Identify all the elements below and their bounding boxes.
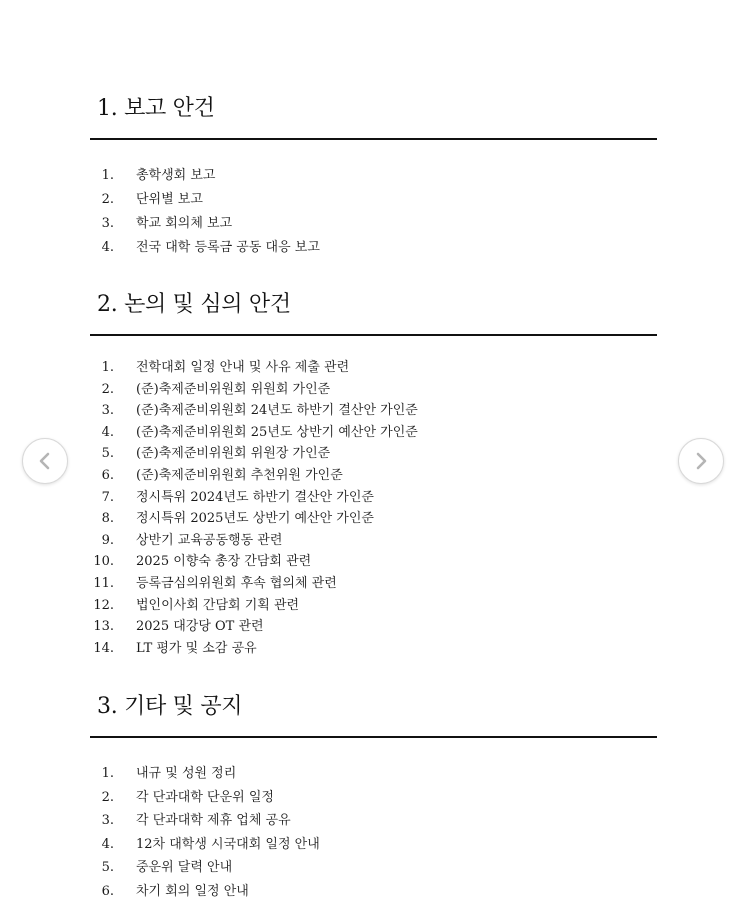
list-item bbox=[90, 357, 657, 379]
item-text: (준)축제준비위원회 24년도 하반기 결산안 가인준 bbox=[136, 403, 418, 419]
list-item bbox=[90, 164, 657, 188]
item-text: 각 단과대학 제휴 업체 공유 bbox=[136, 813, 291, 829]
item-number: 13. bbox=[93, 619, 114, 635]
item-text: 법인이사회 간담회 기획 관련 bbox=[136, 597, 300, 613]
item-number: 7. bbox=[101, 489, 114, 505]
item-number: 5. bbox=[101, 860, 114, 876]
item-text: 총학생회 보고 bbox=[136, 168, 216, 183]
item-number: 5. bbox=[101, 446, 114, 462]
item-number: 12. bbox=[93, 597, 114, 613]
list-item bbox=[90, 880, 657, 904]
section-divider bbox=[90, 736, 657, 738]
item-text: 학교 회의체 보고 bbox=[136, 216, 233, 231]
list-item bbox=[90, 530, 657, 552]
section-discussion-agenda bbox=[90, 290, 657, 659]
item-text: 전국 대학 등록금 공동 대응 보고 bbox=[136, 240, 320, 255]
chevron-left-icon bbox=[35, 451, 55, 471]
list-item bbox=[90, 551, 657, 573]
item-text: 2025 이향숙 총장 간담회 관련 bbox=[136, 554, 312, 570]
item-number: 14. bbox=[93, 640, 114, 656]
item-number: 2. bbox=[101, 192, 114, 207]
item-text: (준)축제준비위원회 위원회 가인준 bbox=[136, 381, 331, 397]
item-number: 6. bbox=[101, 467, 114, 483]
list-item bbox=[90, 508, 657, 530]
item-number: 11. bbox=[93, 575, 114, 591]
list-item bbox=[90, 762, 657, 786]
item-text: 중운위 달력 안내 bbox=[136, 860, 233, 876]
discussion-agenda-list bbox=[90, 357, 657, 659]
item-number: 4. bbox=[101, 836, 114, 852]
item-number: 1. bbox=[101, 360, 114, 375]
list-item bbox=[90, 638, 657, 660]
list-item bbox=[90, 379, 657, 401]
previous-page-button[interactable] bbox=[22, 438, 68, 484]
item-number: 1. bbox=[101, 766, 114, 781]
item-number: 1. bbox=[101, 168, 114, 183]
item-number: 6. bbox=[101, 883, 114, 899]
item-text: (준)축제준비위원회 추천위원 가인준 bbox=[136, 467, 343, 483]
item-text: 단위별 보고 bbox=[136, 192, 203, 207]
item-text: 전학대회 일정 안내 및 사유 제출 관련 bbox=[136, 360, 350, 375]
item-text: 내규 및 성원 정리 bbox=[136, 766, 237, 781]
list-item bbox=[90, 465, 657, 487]
list-item bbox=[90, 236, 657, 260]
list-item bbox=[90, 400, 657, 422]
item-number: 9. bbox=[101, 532, 114, 548]
item-text: (준)축제준비위원회 위원장 가인준 bbox=[136, 446, 331, 462]
item-text: (준)축제준비위원회 25년도 상반기 예산안 가인준 bbox=[136, 424, 418, 440]
item-text: LT 평가 및 소감 공유 bbox=[136, 640, 257, 656]
section-title: 2. 논의 및 심의 안건 bbox=[97, 292, 291, 317]
list-item bbox=[90, 833, 657, 857]
list-item bbox=[90, 786, 657, 810]
section-divider bbox=[90, 138, 657, 140]
item-number: 8. bbox=[101, 511, 114, 527]
item-text: 정시특위 2024년도 하반기 결산안 가인준 bbox=[136, 489, 374, 505]
list-item bbox=[90, 422, 657, 444]
section-title: 1. 보고 안건 bbox=[97, 96, 215, 121]
section-misc-notices bbox=[90, 692, 657, 904]
item-number: 2. bbox=[101, 381, 114, 397]
item-text: 각 단과대학 단운위 일정 bbox=[136, 789, 274, 805]
section-divider bbox=[90, 334, 657, 336]
list-item bbox=[90, 616, 657, 638]
item-number: 4. bbox=[101, 240, 114, 255]
item-text: 정시특위 2025년도 상반기 예산안 가인준 bbox=[136, 511, 374, 527]
report-agenda-list bbox=[90, 164, 657, 260]
item-text: 상반기 교육공동행동 관련 bbox=[136, 532, 283, 548]
next-page-button[interactable] bbox=[678, 438, 724, 484]
list-item bbox=[90, 856, 657, 880]
section-report-agenda bbox=[90, 94, 657, 260]
item-number: 3. bbox=[101, 403, 114, 419]
item-text: 12차 대학생 시국대회 일정 안내 bbox=[136, 836, 320, 852]
list-item bbox=[90, 188, 657, 212]
item-text: 등록금심의위원회 후속 협의체 관련 bbox=[136, 575, 337, 591]
item-text: 2025 대강당 OT 관련 bbox=[136, 619, 264, 635]
list-item bbox=[90, 573, 657, 595]
misc-notices-list bbox=[90, 762, 657, 904]
list-item bbox=[90, 212, 657, 236]
list-item bbox=[90, 809, 657, 833]
item-text: 차기 회의 일정 안내 bbox=[136, 883, 249, 899]
item-number: 2. bbox=[101, 789, 114, 805]
item-number: 3. bbox=[101, 216, 114, 231]
list-item bbox=[90, 443, 657, 465]
item-number: 3. bbox=[101, 813, 114, 829]
section-title: 3. 기타 및 공지 bbox=[97, 694, 243, 719]
item-number: 10. bbox=[93, 554, 114, 570]
item-number: 4. bbox=[101, 424, 114, 440]
chevron-right-icon bbox=[691, 451, 711, 471]
list-item bbox=[90, 595, 657, 617]
list-item bbox=[90, 487, 657, 509]
